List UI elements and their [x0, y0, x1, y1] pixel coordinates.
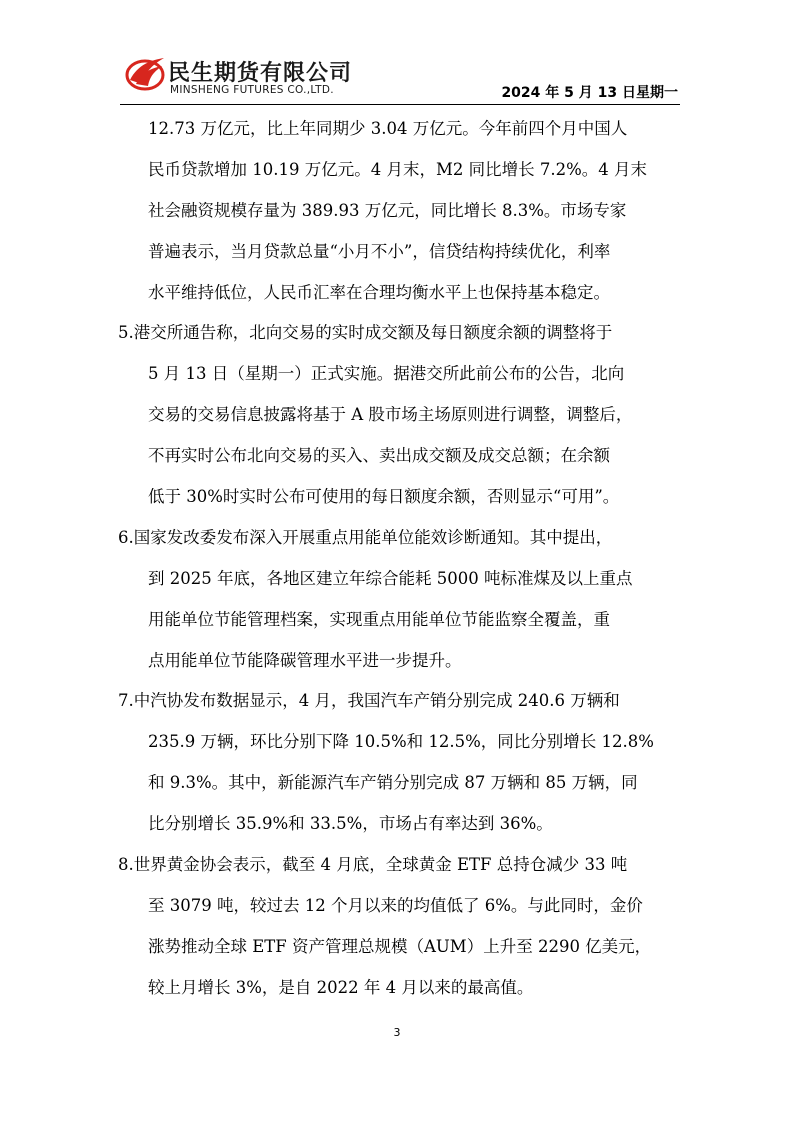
body-line: 民币贷款增加 10.19 万亿元。4 月末，M2 同比增长 7.2%。4 月末: [148, 159, 648, 179]
list-item-start: 5.港交所通告称，北向交易的实时成交额及每日额度余额的调整将于: [118, 323, 613, 343]
body-line: 用能单位节能管理档案，实现重点用能单位节能监察全覆盖，重: [148, 609, 610, 629]
list-item-start: 8.世界黄金协会表示，截至 4 月底，全球黄金 ETF 总持仓减少 33 吨: [118, 855, 628, 875]
body-line: 到 2025 年底，各地区建立年综合能耗 5000 吨标准煤及以上重点: [148, 568, 633, 588]
company-name-en: MINSHENG FUTURES CO.,LTD.: [170, 84, 334, 96]
body-line: 12.73 万亿元，比上年同期少 3.04 万亿元。今年前四个月中国人: [148, 119, 628, 138]
list-item-start: 7.中汽协发布数据显示，4 月，我国汽车产销分别完成 240.6 万辆和: [118, 691, 620, 711]
list-item-start: 6.国家发改委发布深入开展重点用能单位能效诊断通知。其中提出，: [118, 527, 613, 547]
document-body: [118, 109, 688, 1009]
company-name-cn: 民生期货有限公司: [168, 61, 353, 86]
body-line: 交易的交易信息披露将基于 A 股市场主场原则进行调整，调整后，: [148, 405, 633, 425]
body-line: 普遍表示，当月贷款总量“小月不小”，信贷结构持续优化，利率: [148, 241, 611, 261]
body-line: 235.9 万辆，环比分别下降 10.5%和 12.5%，同比分别增长 12.8%: [148, 732, 654, 752]
page-number: 3: [393, 1026, 401, 1039]
report-date: 2024 年 5 月 13 日星期一: [501, 85, 678, 101]
body-line: 社会融资规模存量为 389.93 万亿元，同比增长 8.3%。市场专家: [148, 200, 627, 220]
body-line: 比分别增长 35.9%和 33.5%，市场占有率达到 36%。: [148, 814, 553, 834]
body-line: 和 9.3%。其中，新能源汽车产销分别完成 87 万辆和 85 万辆，同: [148, 773, 638, 793]
body-line: 至 3079 吨，较过去 12 个月以来的均值低了 6%。与此同时，金价: [148, 895, 643, 915]
page-header: [120, 52, 680, 105]
body-line: 水平维持低位，人民币汇率在合理均衡水平上也保持基本稳定。: [148, 282, 610, 302]
body-line: 低于 30%时实时公布可使用的每日额度余额，否则显示“可用”。: [148, 487, 620, 507]
body-line: 5 月 13 日（星期一）正式实施。据港交所此前公布的公告，北向: [148, 364, 625, 384]
body-line: 较上月增长 3%，是自 2022 年 4 月以来的最高值。: [148, 977, 534, 997]
minsheng-logo-icon: [124, 54, 166, 92]
body-line: 不再实时公布北向交易的买入、卖出成交额及成交总额；在余额: [148, 446, 610, 466]
body-line: 涨势推动全球 ETF 资产管理总规模（AUM）上升至 2290 亿美元，: [148, 936, 652, 956]
body-line: 点用能单位节能降碳管理水平进一步提升。: [148, 650, 462, 670]
